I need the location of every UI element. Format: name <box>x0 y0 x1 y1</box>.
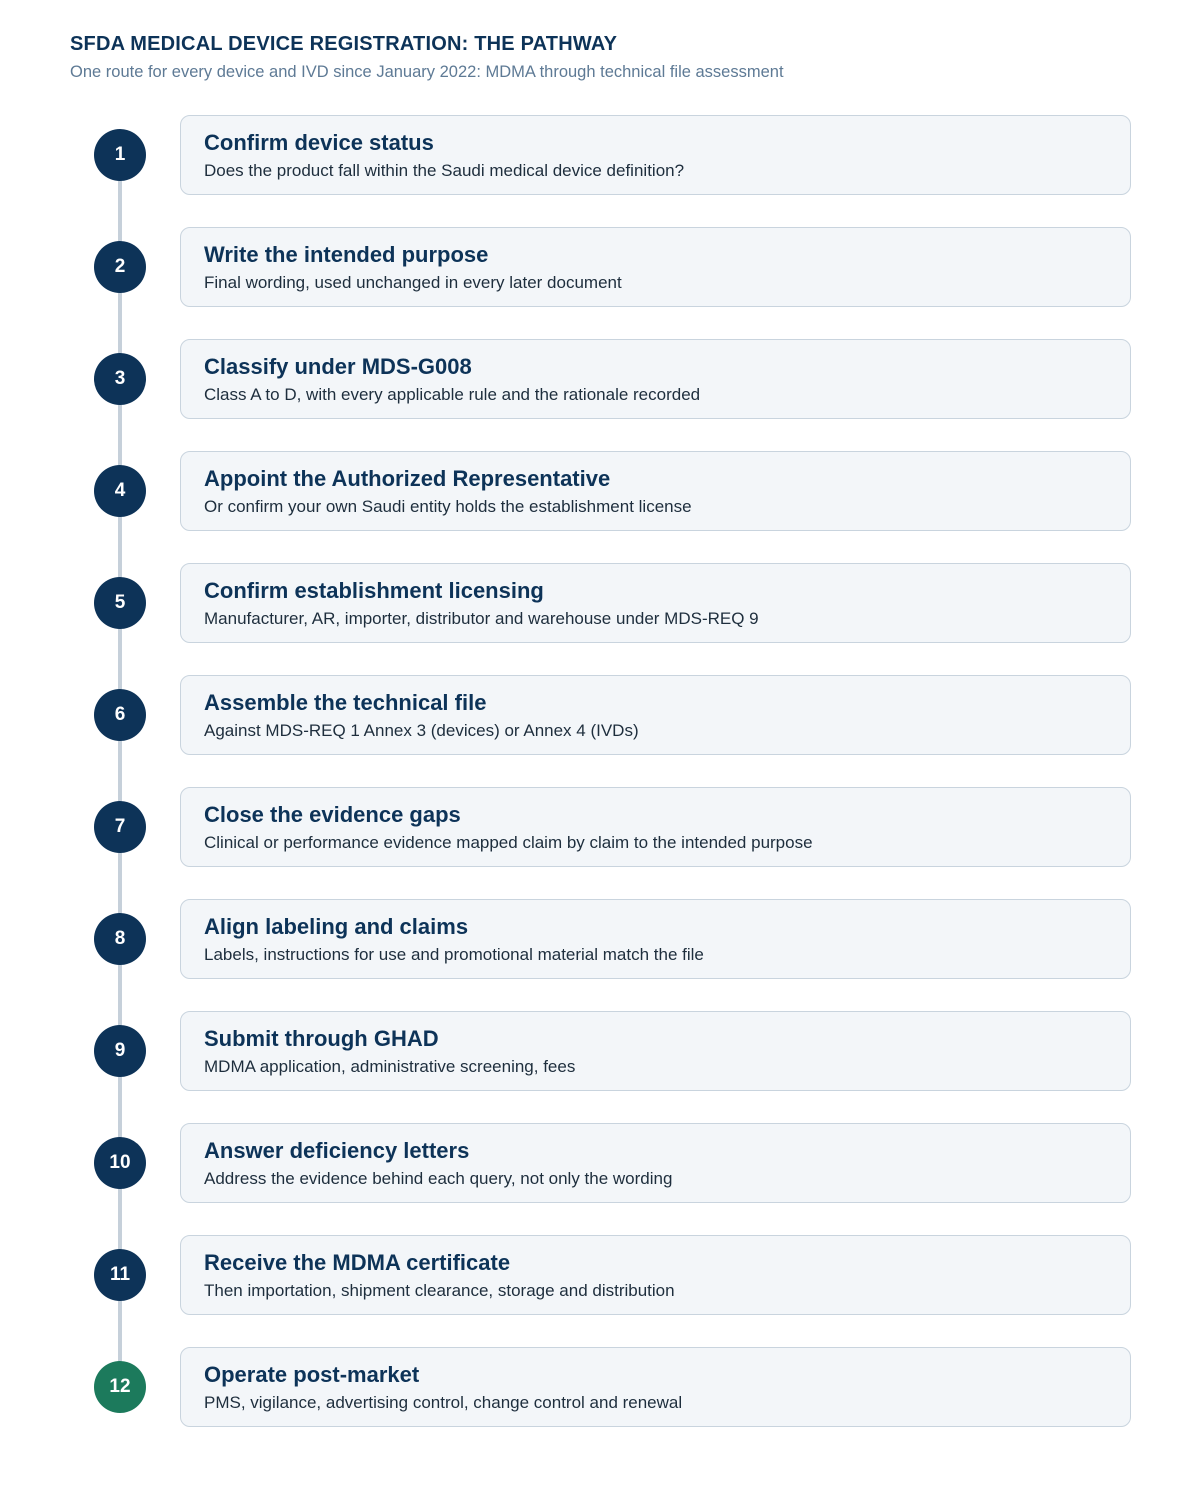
step-title: Appoint the Authorized Representative <box>204 466 611 491</box>
step-title: Confirm establishment licensing <box>204 578 544 603</box>
step-title: Assemble the technical file <box>204 690 487 715</box>
step-card <box>180 1123 1131 1203</box>
pathway-steps <box>0 115 1200 1459</box>
step-description: Final wording, used unchanged in every later document <box>204 273 622 292</box>
step-11 <box>0 1235 1200 1315</box>
step-description: Manufacturer, AR, importer, distributor and warehouse under MDS-REQ 9 <box>204 609 759 628</box>
step-3 <box>0 339 1200 419</box>
step-card <box>180 787 1131 867</box>
step-title: Operate post-market <box>204 1362 420 1387</box>
step-description: MDMA application, administrative screening, fees <box>204 1057 576 1076</box>
step-2 <box>0 227 1200 307</box>
step-number-badge: 10 <box>94 1137 146 1189</box>
step-1 <box>0 115 1200 195</box>
step-number-badge: 9 <box>94 1025 146 1077</box>
step-number-badge: 6 <box>94 689 146 741</box>
step-title: Receive the MDMA certificate <box>204 1250 511 1275</box>
step-number-badge: 11 <box>94 1249 146 1301</box>
step-number-badge-final: 12 <box>94 1361 146 1413</box>
step-number-badge: 5 <box>94 577 146 629</box>
step-title: Close the evidence gaps <box>204 802 461 827</box>
step-card <box>180 451 1131 531</box>
step-description: Labels, instructions for use and promotional material match the file <box>204 945 704 964</box>
step-description: Class A to D, with every applicable rule and the rationale recorded <box>204 385 701 404</box>
page-header <box>70 30 784 84</box>
step-10 <box>0 1123 1200 1203</box>
step-number-badge: 8 <box>94 913 146 965</box>
step-description: Against MDS-REQ 1 Annex 3 (devices) or Annex 4 (IVDs) <box>204 721 639 740</box>
step-9 <box>0 1011 1200 1091</box>
step-card <box>180 675 1131 755</box>
step-card <box>180 227 1131 307</box>
step-card <box>180 563 1131 643</box>
step-card <box>180 1235 1131 1315</box>
step-number-badge: 1 <box>94 129 146 181</box>
step-title: Write the intended purpose <box>204 242 489 267</box>
step-description: Then importation, shipment clearance, storage and distribution <box>204 1281 675 1300</box>
step-number-badge: 4 <box>94 465 146 517</box>
page-title: SFDA MEDICAL DEVICE REGISTRATION: THE PATHWAY <box>70 33 618 55</box>
step-card <box>180 1011 1131 1091</box>
step-card <box>180 339 1131 419</box>
step-description: Does the product fall within the Saudi medical device definition? <box>204 161 685 180</box>
step-7 <box>0 787 1200 867</box>
step-description: PMS, vigilance, advertising control, change control and renewal <box>204 1393 683 1412</box>
page-subtitle: One route for every device and IVD since January 2022: MDMA through technical file assessment <box>70 63 784 81</box>
step-card <box>180 115 1131 195</box>
step-number-badge: 7 <box>94 801 146 853</box>
step-5 <box>0 563 1200 643</box>
step-card <box>180 899 1131 979</box>
step-8 <box>0 899 1200 979</box>
step-4 <box>0 451 1200 531</box>
step-description: Address the evidence behind each query, not only the wording <box>204 1169 673 1188</box>
step-number-badge: 2 <box>94 241 146 293</box>
step-12 <box>0 1347 1200 1427</box>
step-description: Or confirm your own Saudi entity holds the establishment license <box>204 497 692 516</box>
step-title: Submit through GHAD <box>204 1026 439 1051</box>
step-title: Classify under MDS-G008 <box>204 354 472 379</box>
step-6 <box>0 675 1200 755</box>
step-title: Answer deficiency letters <box>204 1138 470 1163</box>
step-description: Clinical or performance evidence mapped claim by claim to the intended purpose <box>204 833 813 852</box>
step-number-badge: 3 <box>94 353 146 405</box>
step-title: Align labeling and claims <box>204 914 469 939</box>
step-title: Confirm device status <box>204 130 434 155</box>
step-card <box>180 1347 1131 1427</box>
